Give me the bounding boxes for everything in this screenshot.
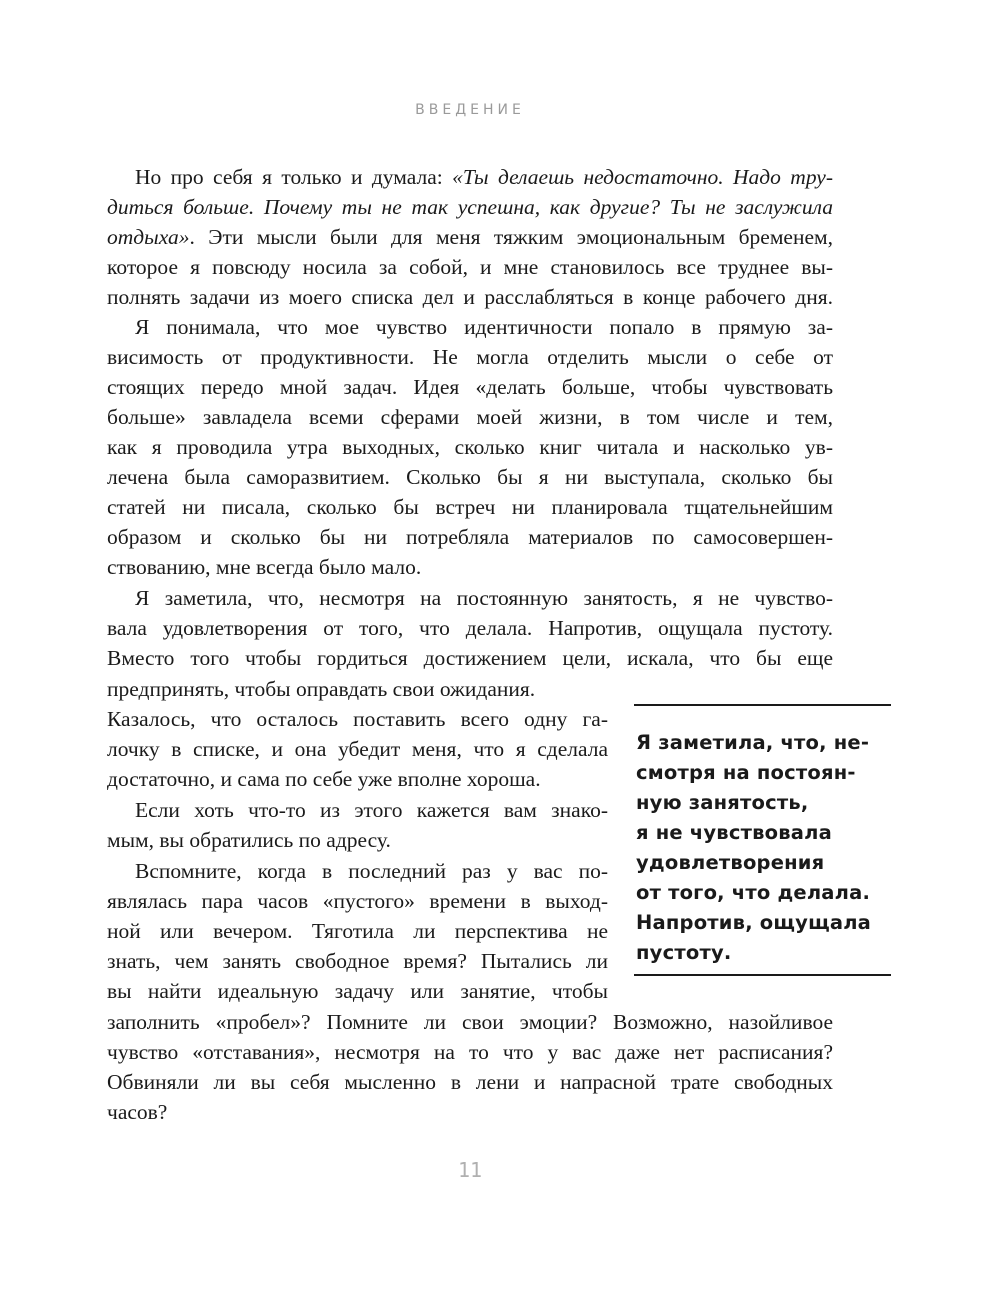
running-head: ВВЕДЕНИЕ — [415, 102, 525, 118]
pullquote — [636, 728, 896, 968]
body-line: вы найти идеальную задачу или занятие, чтобы — [107, 979, 608, 1003]
body-line: как я проводила утра выходных, сколько книг читала и насколько ув- — [107, 435, 833, 459]
body-line: Обвиняли ли вы себя мысленно в лени и напрасной трате свободных — [107, 1070, 833, 1094]
body-line: ной или вечером. Тяготила ли перспектива не — [107, 919, 608, 943]
pullquote-bottom-rule — [634, 974, 891, 976]
body-line: стоящих передо мной задач. Идея «делать больше, чтобы чувствовать — [107, 375, 833, 399]
body-line: Казалось, что осталось поставить всего одну га- — [107, 707, 608, 731]
body-line: знать, чем занять свободное время? Пытались ли — [107, 949, 608, 973]
body-line: вала удовлетворения от того, что делала. Напротив, ощущала пустоту. — [107, 616, 833, 640]
body-line: ствованию, мне всегда было мало. — [107, 555, 422, 579]
pullquote-top-rule — [634, 704, 891, 706]
pullquote-line: от того, что делала. — [636, 881, 871, 904]
body-line: являлась пара часов «пустого» времени в выход- — [107, 889, 608, 913]
body-line: Вспомните, когда в последний раз у вас по- — [135, 859, 608, 883]
body-line: которое я повсюду носила за собой, и мне становилось все труднее вы- — [107, 255, 833, 279]
body-line: образом и сколько бы ни потребляла материалов по самосовершен- — [107, 525, 833, 549]
body-line: висимость от продуктивности. Не могла отделить мысли о себе от — [107, 345, 833, 369]
body-line: диться больше. Почему ты не так успешна, как другие? Ты не заслужила — [107, 195, 833, 219]
pullquote-line: Напротив, ощущала — [636, 911, 872, 934]
pullquote-line: ную занятость, — [636, 791, 809, 814]
body-line: полнять задачи из моего списка дел и расслабляться в конце рабочего дня. — [107, 285, 833, 309]
pullquote-line: Я заметила, что, не- — [636, 731, 870, 754]
body-line: мым, вы обратились по адресу. — [107, 828, 391, 852]
body-line: лочку в списке, и она убедит меня, что я сделала — [107, 737, 608, 761]
pullquote-line: я не чувствовала — [636, 821, 832, 844]
body-line: Но про себя я только и думала: «Ты делаешь недостаточно. Надо тру- — [135, 165, 833, 189]
body-line: часов? — [107, 1100, 168, 1124]
body-line: отдыха». Эти мысли были для меня тяжким эмоциональным бременем, — [107, 225, 833, 249]
page-number: 11 — [457, 1158, 483, 1182]
body-line: достаточно, и сама по себе уже вполне хороша. — [107, 767, 541, 791]
pullquote-line: пустоту. — [636, 941, 732, 964]
body-line: Я заметила, что, несмотря на постоянную занятость, я не чувство- — [135, 586, 833, 610]
pullquote-line: удовлетворения — [636, 851, 825, 874]
body-line: предпринять, чтобы оправдать свои ожидания. — [107, 677, 536, 701]
body-line: лечена была саморазвитием. Сколько бы я ни выступала, сколько бы — [107, 465, 833, 489]
body-line: статей ни писала, сколько бы встреч ни планировала тщательнейшим — [107, 495, 833, 519]
body-line: Я понимала, что мое чувство идентичности попало в прямую за- — [135, 315, 833, 339]
body-line: Вместо того чтобы гордиться достижением цели, искала, что бы еще — [107, 646, 833, 670]
body-line: больше» завладела всеми сферами моей жизни, в том числе и тем, — [107, 405, 833, 429]
pullquote-line: смотря на постоян- — [636, 761, 856, 784]
body-line: заполнить «пробел»? Помните ли свои эмоции? Возможно, назойливое — [107, 1010, 833, 1034]
body-line: Если хоть что-то из этого кажется вам знако- — [135, 798, 608, 822]
body-line: чувство «отставания», несмотря на то что у вас даже нет расписания? — [107, 1040, 833, 1064]
